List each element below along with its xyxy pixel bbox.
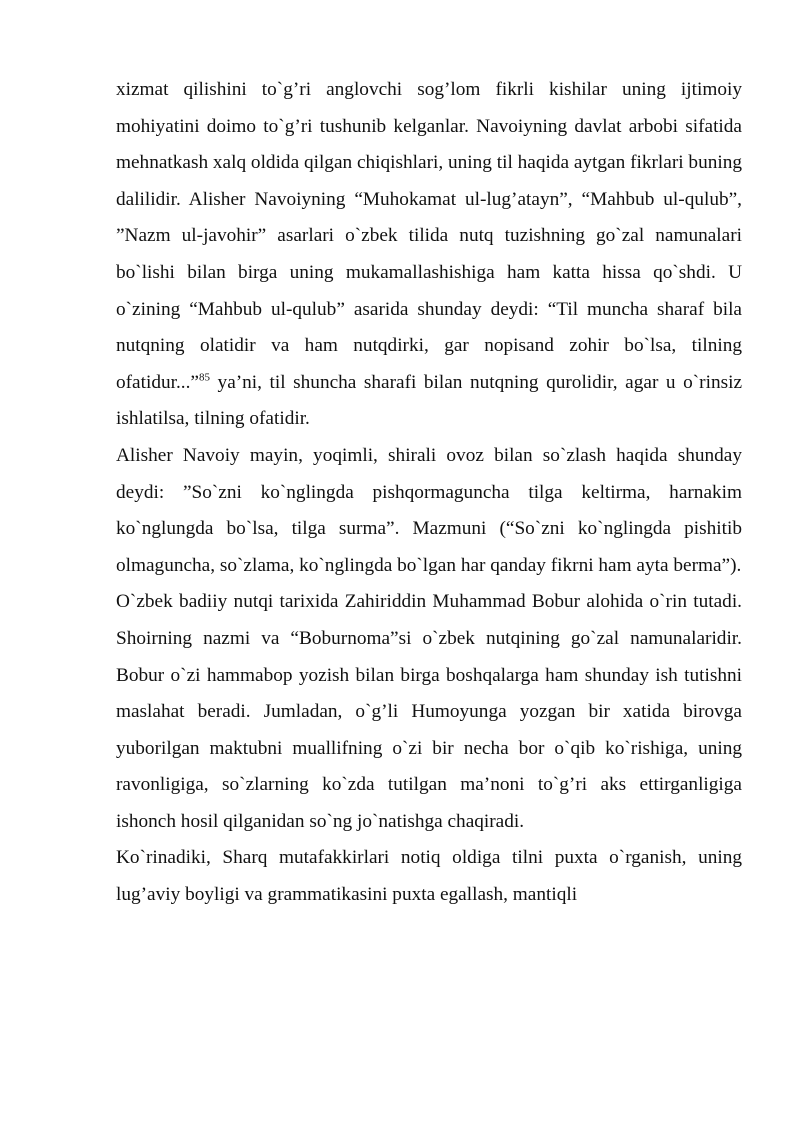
paragraph-text: xizmat qilishini to`g’ri anglovchi sog’lom fikrli kishilar uning ijtimoiy mohiyatini doimo to`g’ri tushunib kelganlar. Navoiyning davlat arbobi sifatida mehnatkash xalq oldida qilgan chiqishlari, uning til haqida aytgan fikrlari buning dalilidir. Alisher Navoiyning “Muhokamat ul-lug’atayn”, “Mahbub ul-qulub”, ”Nazm ul-javohir” asarlari o`zbek tilida nutq tuzishning go`zal namunalari bo`lishi bilan birga uning mukamallashishiga ham katta hissa qo`shdi. U o`zining “Mahbub ul-qulub” asarida shunday deydi: “Til muncha sharaf bila nutqning olatidir va ham nutqdirki, gar nopisand zohir bo`lsa, tilning ofatidur...” bbox=[116, 79, 742, 393]
paragraph-text-continued: ya’ni, til shuncha sharafi bilan nutqning qurolidir, agar u o`rinsiz ishlatilsa, tilning ofatidir. bbox=[116, 371, 742, 430]
paragraph-eastern-thinkers: Ko`rinadiki, Sharq mutafakkirlari notiq oldiga tilni puxta o`rganish, uning lug’aviy boyligi va grammatikasini puxta egallash, mantiqli bbox=[116, 847, 742, 906]
document-page bbox=[116, 72, 742, 914]
paragraph-bobur: O`zbek badiiy nutqi tarixida Zahiriddin Muhammad Bobur alohida o`rin tutadi. Shoirning nazmi va “Boburnoma”si o`zbek nutqining go`zal namunalaridir. Bobur o`zi hammabop yozish bilan birga boshqalarga ham shunday ish tutishni maslahat beradi. Jumladan, o`g’li Humoyunga yozgan bir xatida birovga yuborilgan maktubni muallifning o`zi bir necha bor o`qib ko`rishiga, uning ravonligiga, so`zlarning ko`zda tutilgan ma’noni to`g’ri aks ettirganligiga ishonch hosil qilganidan so`ng jo`natishga chaqiradi. bbox=[116, 591, 742, 832]
paragraph-navoiy-intro bbox=[116, 72, 742, 438]
footnote-marker[interactable]: 85 bbox=[199, 371, 210, 384]
paragraph-navoiy-speech: Alisher Navoiy mayin, yoqimli, shirali ovoz bilan so`zlash haqida shunday deydi: ”So`zni ko`nglingda pishqormaguncha tilga keltirma, harnakim ko`nglungda bo`lsa, tilga surma”. Mazmuni (“So`zni ko`nglingda pishitib olmaguncha, so`zlama, ko`nglingda bo`lgan har qanday fikrni ham ayta berma”). bbox=[116, 444, 742, 576]
